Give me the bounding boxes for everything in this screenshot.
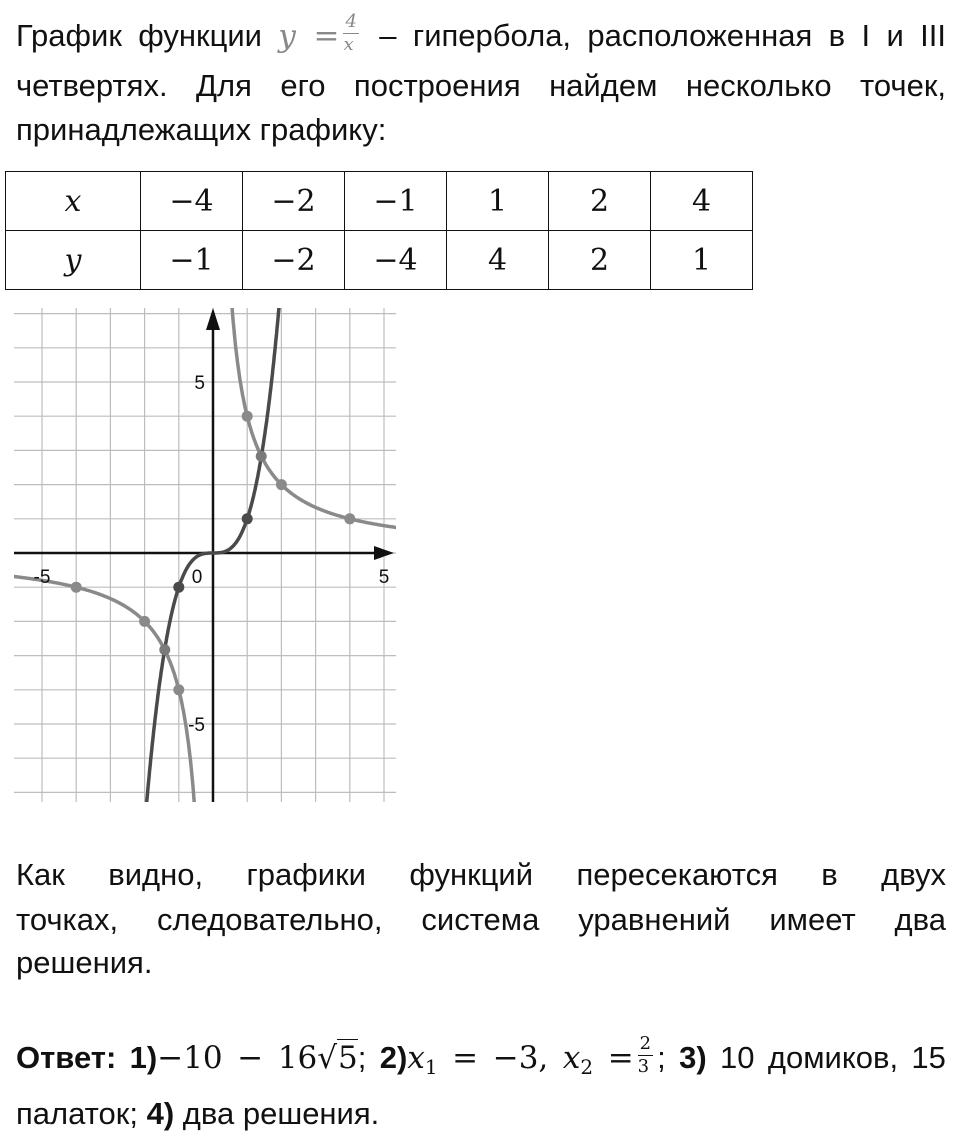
formula-hyperbola <box>278 11 379 56</box>
y-axis-arrow-icon <box>206 308 220 330</box>
answer-part-1-sqrt: 5 <box>338 1040 358 1076</box>
cubic-point <box>173 582 184 593</box>
conclusion-line-1: Как видно, графики функций пересекаются в двух <box>16 857 946 892</box>
answer-part-4-text: два решения. <box>182 1096 380 1131</box>
table-cell-x: −4 <box>141 172 243 231</box>
answer-fraction-den: 3 <box>637 1056 650 1077</box>
answer-x1: x <box>407 1040 425 1076</box>
cubic-point <box>242 513 253 524</box>
values-table <box>5 171 753 290</box>
tick-label-y-neg: -5 <box>188 715 205 736</box>
tick-label-y-pos: 5 <box>194 373 205 394</box>
answer-part-2-end: ; <box>657 1040 666 1075</box>
table-cell-x: 4 <box>651 172 753 231</box>
table-cell-y: 1 <box>651 231 753 290</box>
function-graph <box>0 300 410 810</box>
table-row-y <box>6 231 753 290</box>
answer-part-4-number: 4) <box>146 1096 175 1131</box>
answer-part-1-expr: −10 − 16√5 <box>157 1040 358 1076</box>
intro-line-1 <box>16 11 946 58</box>
table-cell-x: −2 <box>243 172 345 231</box>
hyperbola-point <box>71 582 82 593</box>
answer-part-3-number: 3) <box>679 1040 707 1075</box>
answer-eq1: = −3, <box>437 1040 563 1076</box>
table-cell-x: −1 <box>345 172 447 231</box>
answer-part-2-expr <box>407 1033 657 1079</box>
intro-prefix: График функции <box>16 18 262 53</box>
tick-label-x-neg: -5 <box>33 567 51 588</box>
answer-eq2: = <box>593 1040 634 1076</box>
hyperbola-curve-branch-3 <box>8 576 196 810</box>
hyperbola-point <box>139 616 150 627</box>
answer-label: Ответ: <box>16 1040 117 1075</box>
intersection-point <box>159 644 170 655</box>
table-header-y: y <box>6 231 141 290</box>
table-cell-x: 2 <box>549 172 651 231</box>
formula-fraction <box>343 13 358 54</box>
answer-x2-sub: 2 <box>580 1055 594 1079</box>
answer-part-1-end: ; <box>357 1040 367 1075</box>
answer-part-1-number: 1) <box>129 1040 158 1075</box>
hyperbola-point <box>344 513 355 524</box>
answer-part-1-expr-text: −10 − 16 <box>157 1040 318 1076</box>
answer-fraction-num: 2 <box>639 1033 652 1054</box>
answer-part-3-text: 10 домиков, 15 <box>720 1040 946 1075</box>
hyperbola-point <box>173 684 184 695</box>
table-cell-y: −4 <box>345 231 447 290</box>
intro-line-2: четвертях. Для его построения найдем несколько точек, <box>16 68 946 103</box>
table-cell-y: −2 <box>243 231 345 290</box>
conclusion-line-3: решения. <box>16 945 153 980</box>
table-cell-x: 1 <box>447 172 549 231</box>
answer-part-2-number: 2) <box>379 1040 408 1075</box>
hyperbola-point <box>242 411 253 422</box>
intro-line-3: принадлежащих графику: <box>16 112 387 147</box>
answer-line-2 <box>16 1088 946 1140</box>
hyperbola-point <box>276 479 287 490</box>
answer-x2: x <box>562 1040 581 1076</box>
formula-numerator: 4 <box>345 11 357 33</box>
answer-fraction <box>638 1035 653 1076</box>
table-cell-y: −1 <box>141 231 243 290</box>
answer-line-2-text: палаток; <box>16 1096 138 1131</box>
intersection-point <box>256 451 267 462</box>
hyperbola-curve-branch-1 <box>230 300 410 530</box>
table-row-x <box>6 172 753 231</box>
table-cell-y: 2 <box>549 231 651 290</box>
answer-line-1 <box>16 1032 946 1093</box>
table-header-x: x <box>6 172 141 231</box>
tick-label-x-pos: 5 <box>378 567 390 588</box>
formula-denominator: x <box>343 34 354 56</box>
intro-suffix: – гипербола, расположенная в I и III <box>379 18 946 53</box>
formula-lhs: y = <box>278 18 340 54</box>
conclusion-line-2: точках, следовательно, система уравнений имеет два <box>16 902 946 937</box>
tick-label-origin: 0 <box>191 567 203 588</box>
table-cell-y: 4 <box>447 231 549 290</box>
answer-x1-sub: 1 <box>424 1055 438 1079</box>
